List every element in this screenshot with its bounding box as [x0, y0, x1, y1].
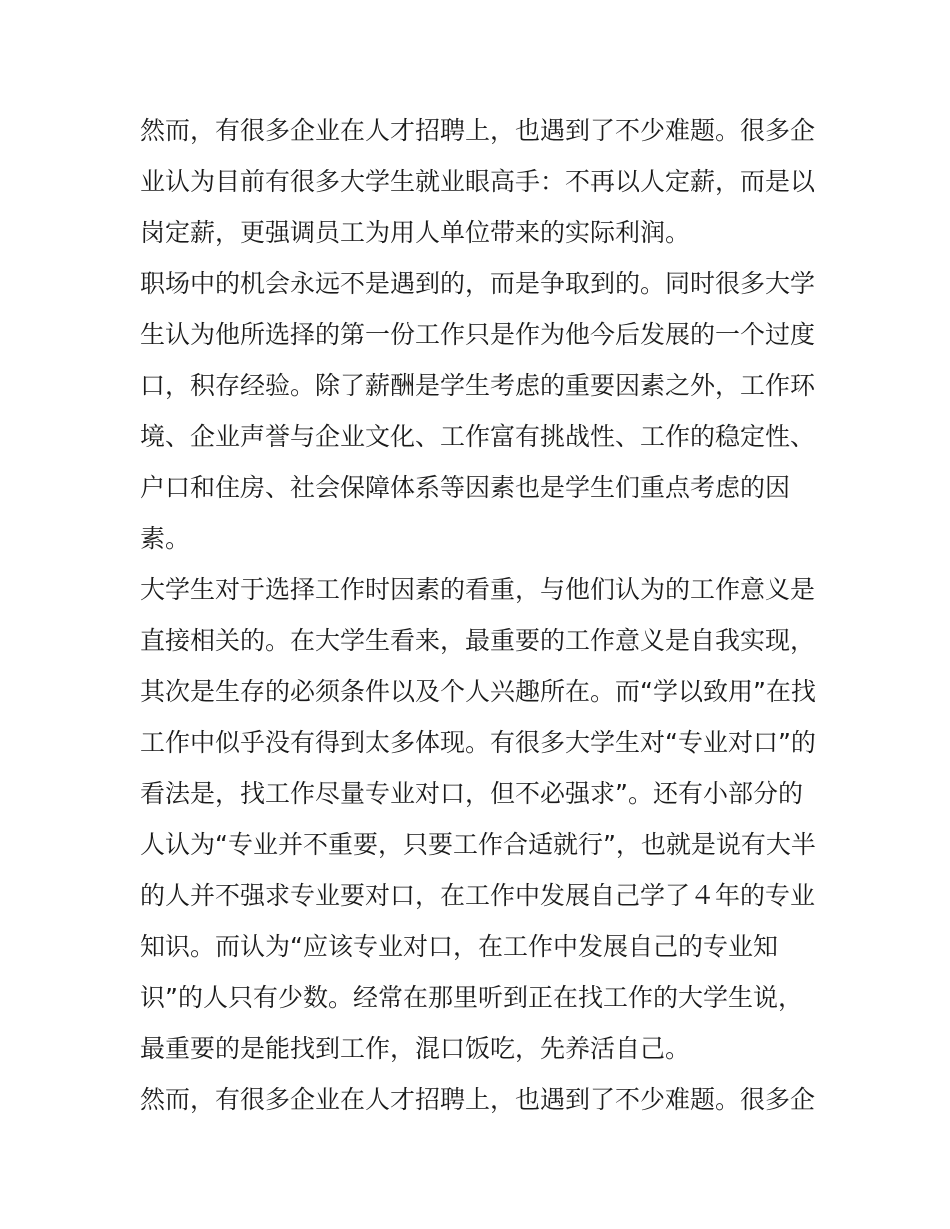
text-line: 素。	[140, 524, 191, 553]
text-line: 看法是，找工作尽量专业对口，但不必强求”。还有小部分的	[140, 779, 803, 808]
paragraph	[140, 258, 820, 564]
text-line: 职场中的机会永远不是遇到的，而是争取到的。同时很多大学	[140, 269, 816, 298]
text-line: 然而，有很多企业在人才招聘上，也遇到了不少难题。很多企	[140, 1085, 816, 1114]
text-line: 口，积存经验。除了薪酬是学生考虑的重要因素之外，工作环	[140, 371, 816, 400]
text-line: 工作中似乎没有得到太多体现。有很多大学生对“专业对口”的	[140, 728, 816, 757]
text-line: 然而，有很多企业在人才招聘上，也遇到了不少难题。很多企	[140, 116, 816, 145]
text-line: 人认为“专业并不重要，只要工作合适就行”，也就是说有大半	[140, 830, 816, 859]
paragraph	[140, 1074, 820, 1125]
text-line: 直接相关的。在大学生看来，最重要的工作意义是自我实现，	[140, 626, 816, 655]
text-line: 知识。而认为“应该专业对口，在工作中发展自己的专业知	[140, 932, 778, 961]
paragraph	[140, 105, 820, 258]
text-line: 业认为目前有很多大学生就业眼高手：不再以人定薪，而是以	[140, 167, 816, 196]
text-line: 境、企业声誉与企业文化、工作富有挑战性、工作的稳定性、	[140, 422, 816, 451]
text-line: 的人并不强求专业要对口，在工作中发展自己学了４年的专业	[140, 881, 816, 910]
text-line: 识”的人只有少数。经常在那里听到正在找工作的大学生说，	[140, 983, 803, 1012]
text-line: 户口和住房、社会保障体系等因素也是学生们重点考虑的因	[140, 473, 791, 502]
text-line: 生认为他所选择的第一份工作只是作为他今后发展的一个过度	[140, 320, 816, 349]
text-line: 最重要的是能找到工作，混口饭吃，先养活自己。	[140, 1034, 691, 1063]
text-line: 岗定薪，更强调员工为用人单位带来的实际利润。	[140, 218, 691, 247]
text-line: 其次是生存的必须条件以及个人兴趣所在。而“学以致用”在找	[140, 677, 816, 706]
paragraph	[140, 564, 820, 1074]
text-line: 大学生对于选择工作时因素的看重，与他们认为的工作意义是	[140, 575, 816, 604]
document-body	[140, 105, 820, 1125]
